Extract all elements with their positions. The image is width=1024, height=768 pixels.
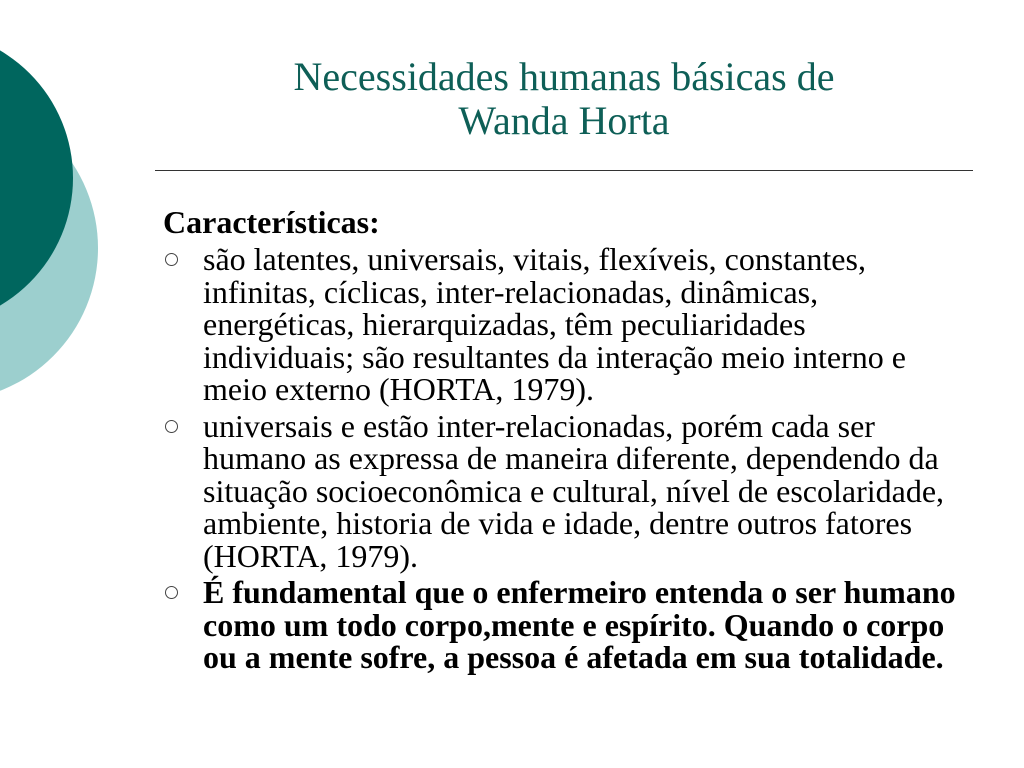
slide-body [163, 205, 963, 678]
bullet-item-3 [163, 576, 963, 674]
bullet-text-1: são latentes, universais, vitais, flexíveis, constantes, infinitas, cíclicas, inter-relacionadas, dinâmicas, energéticas, hierarquizadas, têm peculiaridades individuais; são resultantes da interação meio interno e meio externo (HORTA, 1979). [203, 241, 906, 407]
section-heading: Características: [163, 204, 380, 240]
hollow-circle-icon [165, 586, 178, 599]
bullet-text-2: universais e estão inter-relacionadas, porém cada ser humano as expressa de maneira diferente, dependendo da situação socioeconômica e cultural, nível de escolaridade, ambiente, historia de vida e idade, dentre outros fatores (HORTA, 1979). [203, 407, 945, 574]
bullet-text-3: É fundamental que o enfermeiro entenda o ser humano como um todo corpo,mente e espírito. Quando o corpo ou a mente sofre, a pessoa é afetada em sua totalidade. [203, 574, 956, 675]
title-divider [155, 170, 973, 171]
bullet-item-1 [163, 243, 963, 406]
hollow-circle-icon [165, 253, 178, 266]
hollow-circle-icon [165, 420, 178, 433]
bullet-item-2 [163, 407, 963, 574]
slide-title [155, 55, 973, 143]
title-line-2: Wanda Horta [458, 98, 670, 143]
title-line-1: Necessidades humanas básicas de [293, 54, 835, 99]
bullet-list [163, 243, 963, 674]
decorative-circles [0, 0, 110, 420]
